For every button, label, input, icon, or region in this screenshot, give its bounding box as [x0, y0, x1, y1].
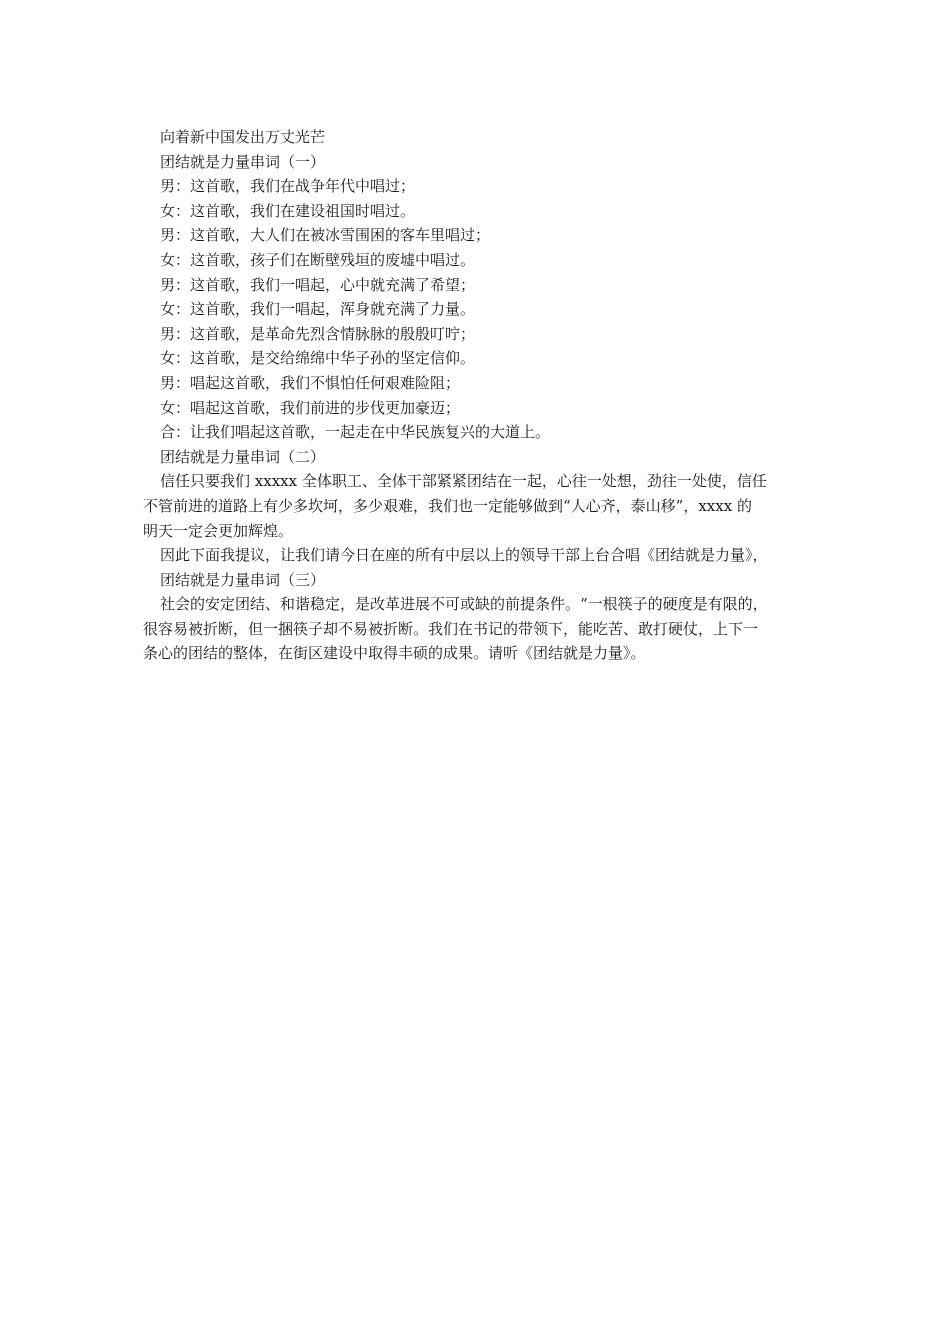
paragraph-trust	[143, 469, 808, 543]
dialogue-line: 男：这首歌，是革命先烈含情脉脉的殷殷叮咛；	[160, 324, 476, 343]
line-title: 向着新中国发出万丈光芒	[160, 128, 326, 146]
heading-part-two: 团结就是力量串词（二）	[160, 447, 326, 466]
dialogue-line: 男：这首歌，我们一唱起，心中就充满了希望；	[160, 275, 476, 294]
paragraph-line: 条心的团结的整体，在街区建设中取得丰硕的成果。请听《团结就是力量》。	[143, 644, 646, 663]
dialogue-line-chorus: 合：让我们唱起这首歌，一起走在中华民族复兴的大道上。	[160, 423, 551, 442]
paragraph-proposal: 因此下面我提议，让我们请今日在座的所有中层以上的领导干部上台合唱《团结就是力量》，	[160, 546, 768, 565]
paragraph-line: 社会的安定团结、和谐稳定，是改革进展不可或缺的前提条件。“一根筷子的硬度是有限的，	[160, 595, 768, 614]
dialogue-line: 女：唱起这首歌，我们前进的步伐更加豪迈；	[160, 398, 461, 417]
paragraph-line: 很容易被折断，但一捆筷子却不易被折断。我们在书记的带领下，能吃苦、敢打硬仗，上下一	[143, 619, 759, 638]
paragraph-society	[143, 592, 808, 666]
dialogue-line: 女：这首歌，我们在建设祖国时唱过。	[160, 201, 416, 220]
dialogue-line: 男：唱起这首歌，我们不惧怕任何艰难险阻；	[160, 373, 461, 392]
dialogue-line: 男：这首歌，大人们在被冰雪围困的客车里唱过；	[160, 226, 491, 245]
paragraph-line: 信任只要我们 xxxxx 全体职工、全体干部紧紧团结在一起，心往一处想，劲往一处使，信任	[160, 472, 767, 491]
dialogue-line: 女：这首歌，是交给绵绵中华子孙的坚定信仰。	[160, 349, 476, 368]
heading-part-one: 团结就是力量串词（一）	[160, 152, 326, 171]
heading-part-three: 团结就是力量串词（三）	[160, 570, 326, 589]
dialogue-line: 女：这首歌，我们一唱起，浑身就充满了力量。	[160, 300, 476, 319]
dialogue-line: 女：这首歌，孩子们在断壁残垣的废墟中唱过。	[160, 250, 476, 269]
document-body	[143, 125, 808, 666]
paragraph-line: 明天一定会更加辉煌。	[143, 521, 294, 540]
paragraph-line: 不管前进的道路上有少多坎坷，多少艰难，我们也一定能够做到“人心齐，泰山移”，xxxx 的	[143, 496, 752, 515]
dialogue-line: 男：这首歌，我们在战争年代中唱过；	[160, 177, 416, 196]
